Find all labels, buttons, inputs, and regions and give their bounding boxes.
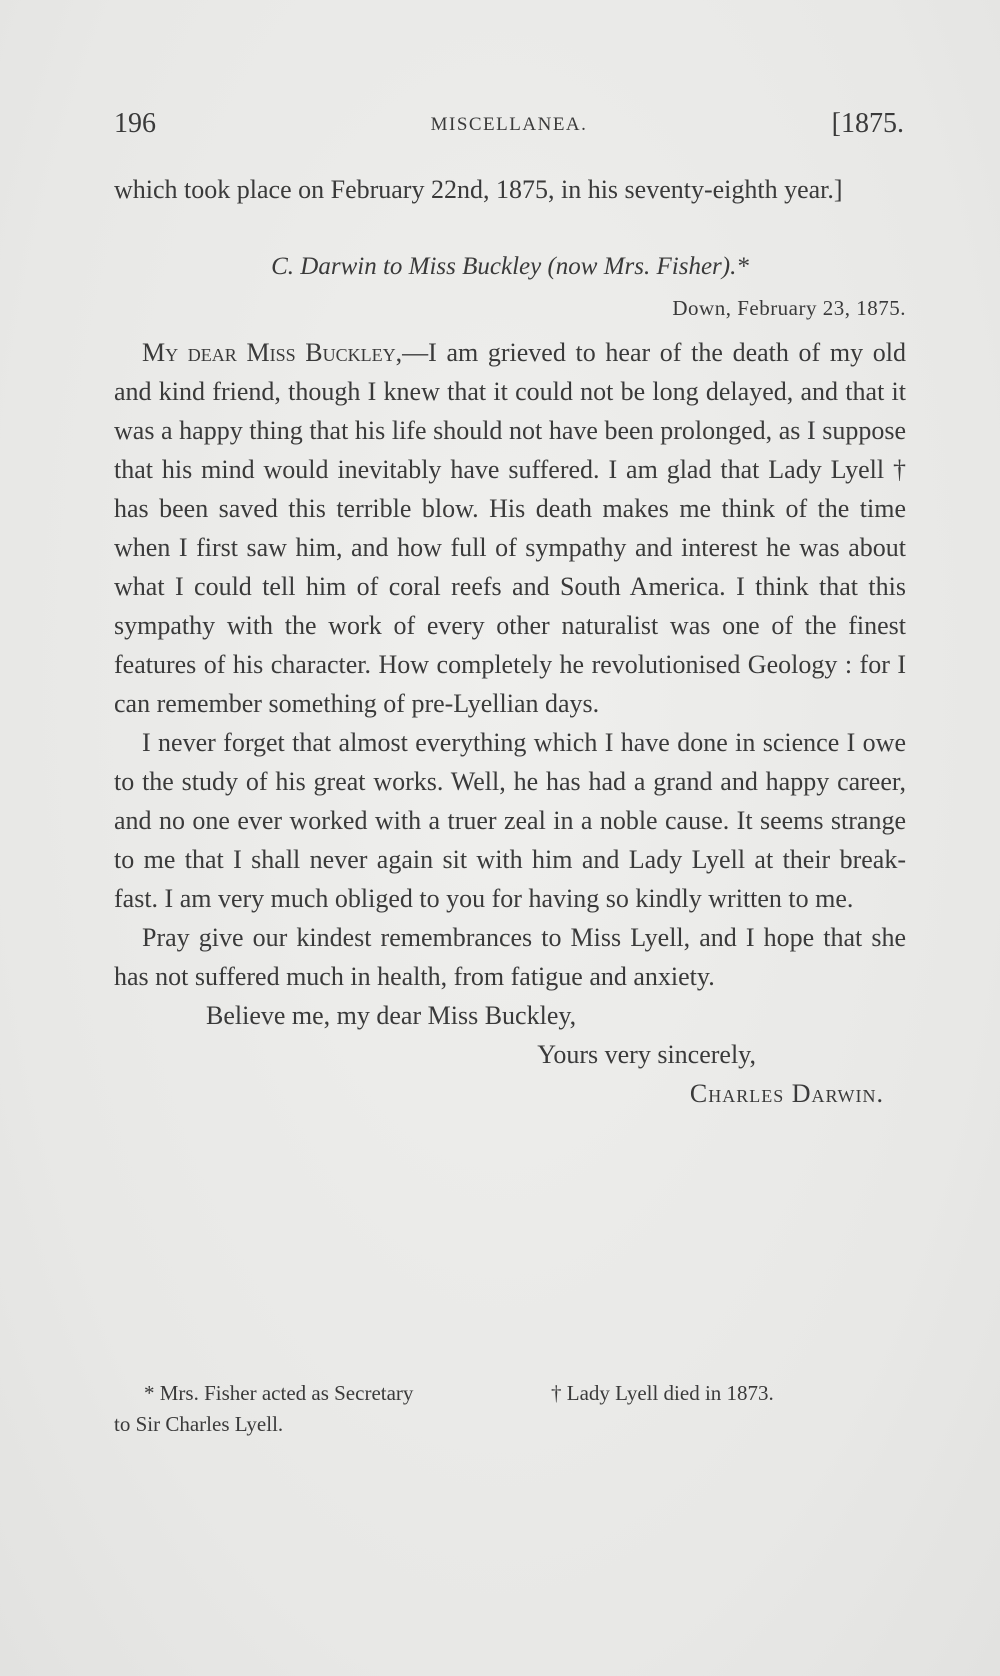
main-text — [114, 170, 906, 1113]
letter-paragraph-3: Pray give our kindest remembrances to Miss Lyell, and I hope that she has not suffered much in health, from fatigue and anxiety. — [114, 923, 906, 991]
page-header — [114, 108, 904, 148]
page-number: 196 — [114, 108, 156, 139]
footnote-dagger: † Lady Lyell died in 1873. — [551, 1381, 774, 1405]
salutation: My dear Miss Buckley, — [142, 338, 403, 367]
letter-heading: C. Darwin to Miss Buckley (now Mrs. Fisher).* — [271, 253, 749, 280]
dateline: Down, February 23, 1875. — [672, 296, 906, 320]
header-year: [1875. — [831, 108, 904, 139]
footnote-star — [114, 1378, 524, 1440]
letter-paragraph-1 — [114, 333, 906, 723]
letter-paragraph-2: I never forget that almost everything which I have done in science I owe to the study of his great works. Well, he has had a grand and happy career, and no one ever worked with a truer zeal in a noble cause. It seems strange to me that I shall never again sit with him and Lady Lyell at their break-fast. I am very much obliged to you for having so kindly written to me. — [114, 728, 906, 913]
footnote-star-line-1: * Mrs. Fisher acted as Secretary — [144, 1381, 414, 1405]
valediction: Yours very sincerely, — [537, 1040, 756, 1069]
signature: Charles Darwin. — [689, 1079, 884, 1108]
running-head: MISCELLANEA. — [430, 114, 588, 135]
paragraph-1-text: —I am grieved to hear of the death of my old and kind friend, though I knew that it could not be long delayed, and that it was a happy thing that his life should not have been prolonged, as I suppose that his mind would inevitably have suffered. I am glad that Lady Lyell † has been saved this terrible blow. His death makes me think of the time when I first saw him, and how full of sympathy and interest he was about what I could tell him of coral reefs and South America. I think that this sympathy with the work of every other naturalist was one of the finest features of his character. How completely he revolutionised Geology : for I can remember something of pre-Lyellian days. — [114, 338, 906, 718]
closing-line: Believe me, my dear Miss Buckley, — [206, 1001, 577, 1030]
continuation-paragraph: which took place on February 22nd, 1875, in his seventy-eighth year.] — [114, 175, 843, 204]
footnote-star-line-2: to Sir Charles Lyell. — [114, 1412, 284, 1436]
